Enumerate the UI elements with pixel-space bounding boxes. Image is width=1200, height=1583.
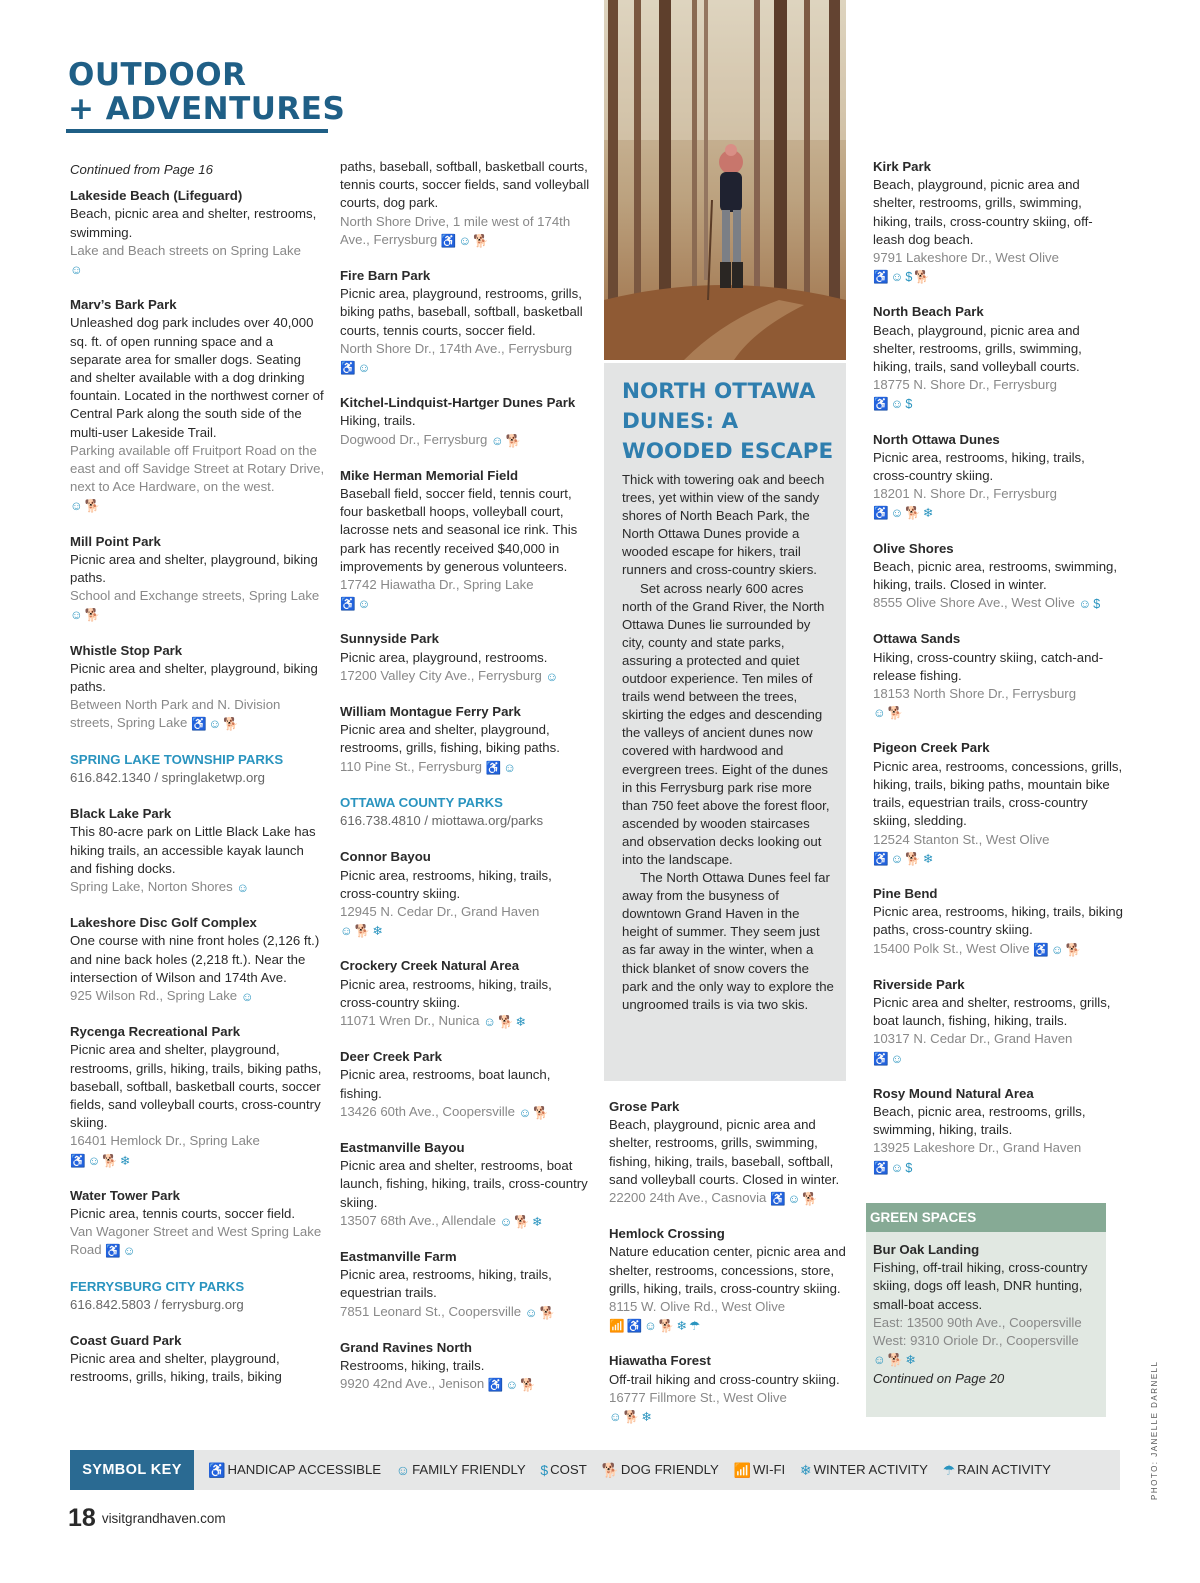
park-address: 10317 N. Cedar Dr., Grand Haven	[873, 1031, 1073, 1047]
family-friendly-icon: ☺	[491, 433, 504, 448]
park-name: Whistle Stop Park	[70, 642, 183, 658]
park-address: 13925 Lakeshore Dr., Grand Haven	[873, 1140, 1082, 1156]
family-friendly-icon: ☺	[518, 1105, 532, 1120]
park-icons	[609, 1316, 854, 1334]
park-entry	[873, 540, 1123, 613]
park-entry	[340, 703, 590, 776]
park-entry	[70, 1187, 325, 1260]
park-address: Van Wagoner Street and West Spring Lake Road	[70, 1224, 322, 1258]
park-entry	[873, 431, 1123, 522]
park-description: Restrooms, hiking, trails.	[340, 1357, 485, 1373]
park-description: Picnic area and shelter, restrooms, grills, boat launch, fishing, hiking, trails.	[873, 994, 1111, 1029]
winter-activity-icon: ❄	[922, 851, 934, 866]
park-description: Picnic area and shelter, playground, biking paths.	[70, 551, 318, 586]
park-address: North Shore Dr., 174th Ave., Ferrysburg	[340, 340, 573, 356]
rain-activity-icon: ☂	[688, 1319, 701, 1334]
sidebar-title-line: NORTH OTTAWA	[622, 379, 816, 404]
park-name: Kirk Park	[873, 159, 931, 174]
key-label: DOG FRIENDLY	[620, 1462, 719, 1477]
park-address: 925 Wilson Rd., Spring Lake	[70, 987, 238, 1003]
key-item	[601, 1462, 718, 1477]
park-description: Picnic area, restrooms, hiking, trails, cross-country skiing.	[340, 976, 552, 1010]
park-entry	[609, 1098, 854, 1207]
park-name: Water Tower Park	[70, 1187, 180, 1203]
park-name: Pine Bend	[873, 885, 938, 901]
handicap-accessible-icon: ♿	[626, 1319, 643, 1334]
park-entry	[873, 158, 1123, 285]
park-address: Lake and Beach streets on Spring Lake	[70, 242, 301, 258]
park-address: 17742 Hiawatha Dr., Spring Lake	[340, 577, 534, 593]
park-name: Rycenga Recreational Park	[70, 1024, 241, 1040]
park-description: Picnic area, restrooms, hiking, trails, cross-country skiing.	[340, 867, 552, 901]
header-line1: OUTDOOR	[68, 57, 247, 93]
section-contact: 616.842.1340 / springlaketwp.org	[70, 769, 266, 785]
family-friendly-icon: ☺	[395, 1462, 411, 1478]
park-entry	[873, 739, 1123, 866]
dog-friendly-icon: 🐕	[84, 499, 101, 514]
section-header	[68, 58, 345, 126]
family-friendly-icon: ☺	[505, 1378, 519, 1393]
park-name: Ottawa Sands	[873, 631, 961, 647]
park-description: Picnic area, playground, restrooms.	[340, 649, 548, 665]
family-friendly-icon: ☺	[70, 608, 83, 623]
park-description: One course with nine front holes (2,126 ft.) and nine back holes (2,218 ft.). Near the intersection of Wilson and 174th Ave.	[70, 933, 320, 985]
park-name: Hemlock Crossing	[609, 1226, 725, 1242]
park-description: Baseball field, soccer field, tennis court, four basketball hoops, volleyball court, lacrosse nets and seasonal ice rink. This park has recently received $40,000 in improvements by generous volunteers.	[340, 486, 578, 574]
park-name: Riverside Park	[873, 976, 965, 992]
family-friendly-icon: ☺	[787, 1192, 801, 1207]
cost-icon: $	[1093, 597, 1101, 612]
photo-credit: PHOTO: JANELLE DARNELL	[1150, 1360, 1159, 1500]
park-address: 18201 N. Shore Dr., Ferrysburg	[873, 486, 1057, 502]
wifi-icon: 📶	[733, 1462, 751, 1478]
park-entry	[70, 642, 325, 733]
park-description: Picnic area and shelter, playground, biking paths.	[70, 660, 318, 695]
handicap-accessible-icon: ♿	[1033, 942, 1049, 957]
family-friendly-icon: ☺	[1078, 597, 1092, 612]
column-1	[70, 161, 325, 1405]
winter-activity-icon: ❄	[922, 506, 934, 521]
handicap-accessible-icon: ♿	[873, 397, 889, 412]
family-friendly-icon: ☺	[236, 880, 250, 895]
handicap-accessible-icon: ♿	[873, 851, 889, 866]
park-name: Mill Point Park	[70, 533, 161, 549]
dog-friendly-icon: 🐕	[1065, 942, 1082, 957]
family-friendly-icon: ☺	[357, 361, 371, 376]
handicap-accessible-icon: ♿	[70, 1153, 86, 1168]
symbol-key	[70, 1450, 1120, 1490]
family-friendly-icon: ☺	[503, 760, 516, 775]
dog-friendly-icon: 🐕	[539, 1305, 556, 1320]
family-friendly-icon: ☺	[873, 1353, 886, 1368]
continued-on: Continued on Page 20	[873, 1371, 1005, 1387]
winter-activity-icon: ❄	[676, 1319, 687, 1334]
dog-friendly-icon: 🐕	[533, 1105, 549, 1120]
forest-photo-illustration	[604, 0, 846, 360]
park-address: 12524 Stanton St., West Olive	[873, 831, 1050, 847]
park-address: 8115 W. Olive Rd., West Olive	[609, 1299, 786, 1315]
key-label: RAIN ACTIVITY	[957, 1462, 1051, 1477]
sidebar-title-line: DUNES: A	[622, 409, 739, 434]
family-friendly-icon: ☺	[644, 1319, 657, 1334]
park-icons	[873, 849, 1123, 867]
park-address: 17200 Valley City Ave., Ferrysburg	[340, 667, 542, 683]
dog-friendly-icon: 🐕	[520, 1378, 536, 1393]
dog-friendly-icon: 🐕	[905, 851, 921, 866]
park-name: North Ottawa Dunes	[873, 431, 1000, 447]
park-icons	[340, 594, 590, 612]
park-icons	[873, 1350, 1101, 1368]
park-icons	[873, 703, 1123, 721]
symbol-key-items	[208, 1450, 1062, 1490]
family-friendly-icon: ☺	[890, 1051, 904, 1066]
dog-friendly-icon: 🐕	[497, 1014, 514, 1029]
park-address: School and Exchange streets, Spring Lake	[70, 588, 320, 604]
park-name: Eastmanville Bayou	[340, 1139, 465, 1155]
header-line2: + ADVENTURES	[68, 91, 346, 127]
park-name: Sunnyside Park	[340, 631, 439, 647]
key-item	[734, 1462, 786, 1477]
sidebar-paragraph: The North Ottawa Dunes feel far away from the busyness of downtown Grand Haven in the height of summer. They seem just as far away in the winter, when a thick blanket of snow covers the park and the only way to explore the ungroomed trails is via two skis.	[622, 870, 834, 1012]
dog-friendly-icon: 🐕	[601, 1462, 619, 1478]
park-address: North Shore Drive, 1 mile west of 174th Ave., Ferrysburg	[340, 213, 571, 247]
dog-friendly-icon: 🐕	[658, 1319, 675, 1334]
family-friendly-icon: ☺	[545, 669, 559, 684]
green-spaces-body	[873, 1241, 1101, 1389]
family-friendly-icon: ☺	[890, 1160, 904, 1175]
family-friendly-icon: ☺	[890, 506, 904, 521]
park-name: Black Lake Park	[70, 806, 172, 822]
park-icons	[70, 260, 325, 278]
park-address: 16401 Hemlock Dr., Spring Lake	[70, 1133, 260, 1149]
park-description: Hiking, cross-country skiing, catch-and-release fishing.	[873, 649, 1104, 683]
handicap-accessible-icon: ♿	[208, 1462, 226, 1478]
park-description: Fishing, off-trail hiking, cross-country skiing, dogs off leash, DNR hunting, small-boat access.	[873, 1260, 1088, 1312]
winter-activity-icon: ❄	[515, 1014, 527, 1029]
section-contact: 616.738.4810 / miottawa.org/parks	[340, 813, 544, 829]
park-icons	[340, 921, 590, 939]
park-description: Picnic area, playground, restrooms, grills, biking paths, baseball, softball, basketball courts, tennis courts, soccer field.	[340, 286, 583, 338]
park-name: William Montague Ferry Park	[340, 704, 521, 720]
park-icons	[70, 1151, 325, 1169]
winter-activity-icon: ❄	[531, 1214, 543, 1229]
park-description: Beach, playground, picnic area and shelter, restrooms, grills, swimming, fishing, hiking, trails, baseball, softball, sand volleyball courts. Closed in winter.	[609, 1117, 840, 1187]
dog-friendly-icon: 🐕	[802, 1192, 818, 1207]
symbol-key-label: SYMBOL KEY	[70, 1450, 194, 1490]
park-description: Beach, picnic area and shelter, restrooms, swimming.	[70, 206, 317, 240]
park-address: 22200 24th Ave., Casnovia	[609, 1190, 767, 1206]
park-name: Bur Oak Landing	[873, 1242, 980, 1257]
park-address: 15400 Polk St., West Olive	[873, 940, 1030, 956]
handicap-accessible-icon: ♿	[485, 760, 502, 775]
section-heading-block	[70, 751, 325, 787]
winter-activity-icon: ❄	[641, 1410, 652, 1425]
park-entry	[340, 1248, 590, 1321]
park-address: 11071 Wren Dr., Nunica	[340, 1012, 480, 1028]
park-description: Nature education center, picnic area and shelter, restrooms, concessions, store, grills, hiking, trails, cross-country skiing.	[609, 1244, 846, 1296]
park-icons	[340, 358, 590, 376]
family-friendly-icon: ☺	[1050, 942, 1064, 957]
park-entry	[70, 1332, 325, 1387]
rain-activity-icon: ☂	[942, 1462, 956, 1478]
park-entry	[70, 1023, 325, 1169]
park-description: Picnic area and shelter, restrooms, boat launch, fishing, hiking, trails, cross-country skiing.	[340, 1158, 588, 1210]
family-friendly-icon: ☺	[609, 1410, 622, 1425]
dog-friendly-icon: 🐕	[223, 717, 239, 732]
cost-icon: $	[905, 1160, 913, 1175]
park-description: Beach, playground, picnic area and shelter, restrooms, grills, swimming, hiking, trails, cross-country skiing, off-leash dog beach.	[873, 177, 1093, 247]
family-friendly-icon: ☺	[458, 233, 472, 248]
sidebar-paragraph: Thick with towering oak and beech trees, yet within view of the sandy shores of North Beach Park, the North Ottawa Dunes provide a wooded escape for hikers, trail runners and cross-country skiers.	[622, 472, 825, 578]
dog-friendly-icon: 🐕	[887, 706, 904, 721]
column-2	[340, 158, 590, 1411]
feature-sidebar	[604, 363, 846, 1081]
key-label: WINTER ACTIVITY	[813, 1462, 928, 1477]
section-heading: SPRING LAKE TOWNSHIP PARKS	[70, 751, 284, 767]
park-description: Picnic area, restrooms, hiking, trails, equestrian trails.	[340, 1267, 552, 1301]
family-friendly-icon: ☺	[122, 1244, 136, 1259]
dog-friendly-icon: 🐕	[102, 1153, 118, 1168]
section-heading: FERRYSBURG CITY PARKS	[70, 1278, 245, 1294]
dog-friendly-icon: 🐕	[623, 1410, 640, 1425]
park-entry	[340, 848, 590, 939]
park-description: Off-trail hiking and cross-country skiing.	[609, 1371, 840, 1387]
park-entry	[609, 1225, 854, 1334]
park-description: paths, baseball, softball, basketball courts, tennis courts, soccer fields, sand volleyball courts, dog park.	[340, 159, 590, 211]
park-address: 7851 Leonard St., Coopersville	[340, 1303, 522, 1319]
family-friendly-icon: ☺	[890, 397, 904, 412]
handicap-accessible-icon: ♿	[487, 1378, 504, 1393]
page-footer	[68, 1504, 226, 1533]
green-spaces-box	[866, 1203, 1106, 1417]
family-friendly-icon: ☺	[873, 706, 886, 721]
park-entry	[873, 885, 1123, 958]
park-entry	[873, 630, 1123, 721]
park-name: Crockery Creek Natural Area	[340, 958, 520, 974]
section-contact: 616.842.5803 / ferrysburg.org	[70, 1296, 244, 1312]
park-description: Picnic area, restrooms, hiking, trails, biking paths, cross-country skiing.	[873, 904, 1123, 938]
park-entry	[70, 914, 325, 1005]
park-description: Hiking, trails.	[340, 413, 416, 429]
family-friendly-icon: ☺	[357, 597, 371, 612]
dog-friendly-icon: 🐕	[914, 270, 930, 285]
green-spaces-heading: GREEN SPACES	[866, 1203, 1106, 1232]
key-label: WI-FI	[752, 1462, 786, 1477]
park-description: Unleashed dog park includes over 40,000 sq. ft. of open running space and a separate area for smaller dogs. Seating and shelter available with a dog drinking fountain. Located in the northwest corner of Central Park along the south side of the multi-user Lakeside Trail.	[70, 315, 324, 440]
cost-icon: $	[905, 270, 913, 285]
handicap-accessible-icon: ♿	[105, 1244, 121, 1259]
park-name: Marv’s Bark Park	[70, 297, 177, 313]
section-heading-block	[340, 794, 590, 830]
park-name: Fire Barn Park	[340, 268, 431, 284]
park-address: East: 13500 90th Ave., Coopersville	[873, 1314, 1082, 1330]
family-friendly-icon: ☺	[70, 263, 83, 278]
park-description: Picnic area, tennis courts, soccer field.	[70, 1205, 296, 1221]
park-address: 12945 N. Cedar Dr., Grand Haven	[340, 903, 540, 919]
park-address: Spring Lake, Norton Shores	[70, 878, 233, 894]
park-icons	[70, 496, 325, 514]
park-description: Picnic area, restrooms, concessions, grills, hiking, trails, biking paths, mountain bike trails, equestrian trails, cross-country skiing, sledding.	[873, 758, 1123, 829]
park-address: 13426 60th Ave., Coopersville	[340, 1103, 515, 1119]
park-icons	[873, 267, 1123, 285]
cost-icon: $	[540, 1462, 549, 1478]
handicap-accessible-icon: ♿	[340, 597, 356, 612]
park-name: Connor Bayou	[340, 849, 431, 865]
park-icons	[873, 1049, 1123, 1067]
key-label: HANDICAP ACCESSIBLE	[227, 1462, 382, 1477]
park-name: North Beach Park	[873, 304, 984, 320]
park-icons	[609, 1407, 854, 1425]
park-address: 18153 North Shore Dr., Ferrysburg	[873, 686, 1077, 702]
family-friendly-icon: ☺	[240, 989, 254, 1004]
park-entry	[340, 267, 590, 376]
park-name: Grand Ravines North	[340, 1339, 472, 1355]
park-description: Beach, picnic area, restrooms, swimming, hiking, trails. Closed in winter.	[873, 558, 1118, 593]
sidebar-paragraph: Set across nearly 600 acres north of the Grand River, the North Ottawa Dunes lie surrounded by city, county and state parks, assuring a protected and quiet outdoor experience. Ten miles of trails wend between the trees, skirting the edges and descending the valleys of ancient dunes now covered with hardwood and evergreen trees. Eight of the dunes in this Ferrysburg park rise more than 750 feet above the forest floor, ascended by wooden staircases and observation decks looking out into the landscape.	[622, 580, 830, 867]
park-entry	[70, 187, 325, 278]
park-description: Beach, playground, picnic area and shelter, restrooms, grills, swimming, hiking, trails, sand volleyball courts.	[873, 322, 1082, 375]
key-item	[943, 1462, 1051, 1477]
park-address: Dogwood Dr., Ferrysburg	[340, 431, 488, 447]
page-number: 18	[68, 1504, 96, 1532]
sidebar-body	[622, 471, 834, 1014]
winter-activity-icon: ❄	[799, 1462, 812, 1478]
family-friendly-icon: ☺	[524, 1305, 538, 1320]
park-address: 16777 Fillmore St., West Olive	[609, 1389, 787, 1405]
section-heading: OTTAWA COUNTY PARKS	[340, 794, 503, 810]
dog-friendly-icon: 🐕	[505, 433, 522, 448]
park-entry	[873, 303, 1123, 412]
wifi-icon: 📶	[609, 1319, 625, 1334]
dog-friendly-icon: 🐕	[887, 1353, 904, 1368]
family-friendly-icon: ☺	[87, 1153, 101, 1168]
key-item	[208, 1462, 381, 1477]
park-name: Lakeside Beach (Lifeguard)	[70, 188, 243, 204]
family-friendly-icon: ☺	[890, 270, 904, 285]
park-entry	[340, 394, 590, 449]
winter-activity-icon: ❄	[905, 1353, 916, 1368]
park-icons	[873, 1158, 1123, 1176]
park-entry	[340, 957, 590, 1030]
dog-friendly-icon: 🐕	[84, 608, 101, 623]
park-address: West: 9310 Oriole Dr., Coopersville	[873, 1333, 1079, 1349]
park-icons	[70, 605, 325, 623]
handicap-accessible-icon: ♿	[770, 1192, 786, 1207]
park-entry	[340, 158, 590, 249]
winter-activity-icon: ❄	[119, 1153, 131, 1168]
park-entry	[609, 1352, 854, 1425]
handicap-accessible-icon: ♿	[873, 506, 889, 521]
dog-friendly-icon: 🐕	[473, 233, 489, 248]
sidebar-title-line: WOODED ESCAPE	[622, 439, 834, 464]
park-entry	[340, 1139, 590, 1230]
family-friendly-icon: ☺	[70, 499, 83, 514]
park-address: 9920 42nd Ave., Jenison	[340, 1376, 485, 1392]
park-name: Deer Creek Park	[340, 1049, 442, 1065]
park-description: Picnic area and shelter, playground, restrooms, grills, hiking, trails, biking paths, baseball, softball, basketball courts, soccer fields, sand volleyball courts, cross-country skiing.	[70, 1042, 322, 1131]
park-description: This 80-acre park on Little Black Lake has hiking trails, an accessible kayak launch and fishing docks.	[70, 824, 316, 876]
park-description: Beach, picnic area, restrooms, grills, swimming, hiking, trails.	[873, 1103, 1086, 1138]
park-description: Picnic area, restrooms, hiking, trails, cross-country skiing.	[873, 449, 1085, 484]
continued-from: Continued from Page 16	[70, 162, 213, 177]
cost-icon: $	[905, 397, 913, 412]
park-address: 13507 68th Ave., Allendale	[340, 1212, 496, 1228]
key-item	[540, 1462, 586, 1477]
park-name: Olive Shores	[873, 540, 954, 556]
handicap-accessible-icon: ♿	[190, 717, 207, 732]
park-entry	[70, 296, 325, 514]
park-name: Coast Guard Park	[70, 1332, 182, 1348]
park-name: Eastmanville Farm	[340, 1248, 457, 1264]
key-item	[800, 1462, 928, 1477]
family-friendly-icon: ☺	[890, 851, 904, 866]
park-entry	[873, 1085, 1123, 1176]
park-entry	[340, 467, 590, 613]
park-address: Between North Park and N. Division streets, Spring Lake	[70, 697, 281, 731]
park-address: 9791 Lakeshore Dr., West Olive	[873, 250, 1059, 266]
family-friendly-icon: ☺	[483, 1014, 496, 1029]
key-label: COST	[550, 1462, 587, 1477]
handicap-accessible-icon: ♿	[340, 361, 356, 376]
dog-friendly-icon: 🐕	[514, 1214, 530, 1229]
park-description: Picnic area, restrooms, boat launch, fishing.	[340, 1067, 551, 1101]
park-icons	[873, 394, 1123, 412]
park-entry	[70, 805, 325, 896]
website-link[interactable]: visitgrandhaven.com	[101, 1511, 226, 1526]
park-description: Picnic area and shelter, playground, restrooms, grills, fishing, biking paths.	[340, 722, 560, 756]
header-rule	[66, 129, 328, 133]
park-name: Hiawatha Forest	[609, 1353, 711, 1369]
dog-friendly-icon: 🐕	[354, 924, 371, 939]
park-entry	[340, 630, 590, 685]
park-description: Picnic area and shelter, playground, restrooms, grills, hiking, trails, biking	[70, 1351, 282, 1385]
handicap-accessible-icon: ♿	[440, 233, 457, 248]
park-name: Pigeon Creek Park	[873, 740, 990, 756]
park-entry	[70, 533, 325, 624]
park-icons	[873, 503, 1123, 521]
handicap-accessible-icon: ♿	[873, 1160, 889, 1175]
park-address: 18775 N. Shore Dr., Ferrysburg	[873, 377, 1057, 393]
family-friendly-icon: ☺	[499, 1214, 513, 1229]
park-name: Mike Herman Memorial Field	[340, 467, 519, 483]
park-address: 110 Pine St., Ferrysburg	[340, 758, 482, 774]
winter-activity-icon: ❄	[372, 924, 383, 939]
park-entry	[340, 1048, 590, 1121]
park-entry	[340, 1339, 590, 1394]
sidebar-title	[622, 377, 833, 467]
park-name: Kitchel-Lindquist-Hartger Dunes Park	[340, 395, 576, 411]
family-friendly-icon: ☺	[208, 717, 222, 732]
column-4	[873, 158, 1123, 1194]
park-address: 8555 Olive Shore Ave., West Olive	[873, 595, 1075, 611]
park-name: Rosy Mound Natural Area	[873, 1085, 1034, 1101]
park-address: Parking available off Fruitport Road on the east and off Savidge Street at Rotary Drive, next to Ace Hardware, on the west.	[70, 442, 325, 495]
park-name: Lakeshore Disc Golf Complex	[70, 915, 257, 931]
section-heading-block	[70, 1278, 325, 1314]
dog-friendly-icon: 🐕	[905, 506, 921, 521]
handicap-accessible-icon: ♿	[873, 270, 889, 285]
key-item	[396, 1462, 526, 1477]
park-entry	[873, 976, 1123, 1067]
column-3-lower	[609, 1098, 854, 1443]
key-label: FAMILY FRIENDLY	[412, 1462, 526, 1477]
family-friendly-icon: ☺	[340, 924, 353, 939]
handicap-accessible-icon: ♿	[873, 1051, 889, 1066]
park-name: Grose Park	[609, 1099, 680, 1114]
forest-photo	[604, 0, 846, 360]
